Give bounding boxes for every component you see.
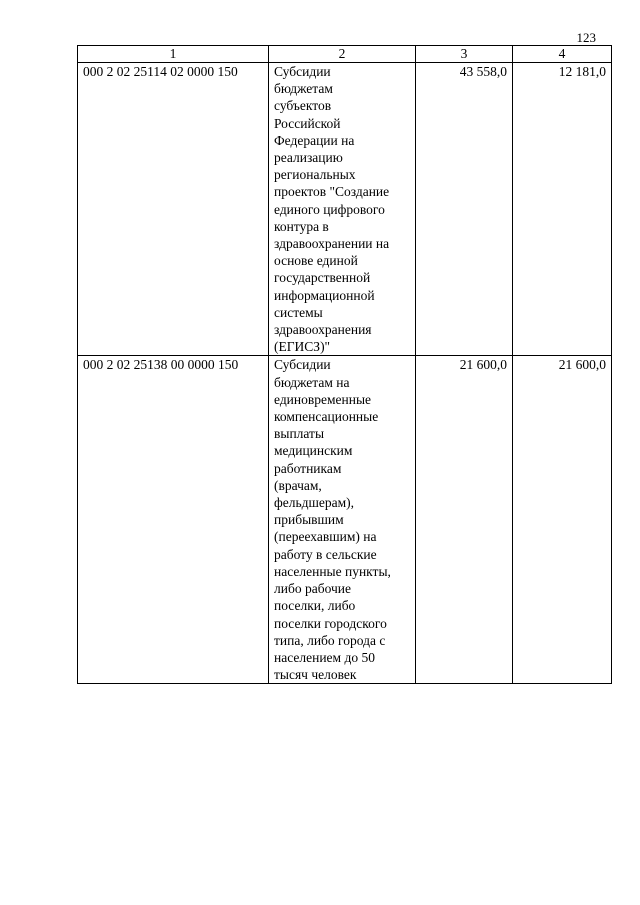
item-name-cell: Субсидии бюджетам на единовременные компенсационные выплаты медицинским работникам (врачам, фельдшерам), прибывшим (переехавшим) на работу в сельские населенные пункты, либо рабочие поселки, либо поселки городского типа, либо города с населением до 50 тысяч человек [269,356,416,684]
table-header-row [78,46,612,63]
column-header-3: 3 [416,46,513,63]
item-name-cell: Субсидии бюджетам субъектов Российской Федерации на реализацию региональных проектов "Создание единого цифрового контура в здравоохранении на основе единой государственной информационной системы здравоохранения (ЕГИСЗ)" [269,63,416,356]
budget-table [77,45,612,684]
value-column-4-cell: 21 600,0 [513,356,612,684]
page-number: 123 [576,30,596,45]
value-column-3-cell: 21 600,0 [416,356,513,684]
column-header-4: 4 [513,46,612,63]
budget-code-cell: 000 2 02 25138 00 0000 150 [78,356,269,684]
table-row [78,63,612,356]
column-header-1: 1 [78,46,269,63]
value-column-4-cell: 12 181,0 [513,63,612,356]
value-column-3-cell: 43 558,0 [416,63,513,356]
column-header-2: 2 [269,46,416,63]
budget-code-cell: 000 2 02 25114 02 0000 150 [78,63,269,356]
table-row [78,356,612,684]
